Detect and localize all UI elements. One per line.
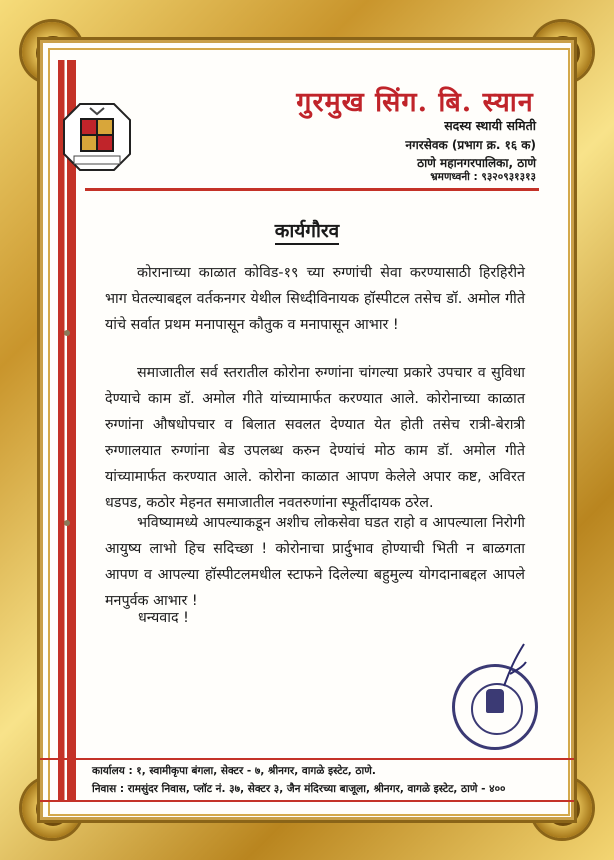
paragraph-3: भविष्यामध्ये आपल्याकडून अशीच लोकसेवा घडत राहो व आपल्याला निरोगी आयुष्य लाभो हिच सदिच्छा ! कोरोनाचा प्रार्दुभाव होण्याची भिती न बाळगता आपण व आपल्या हॉस्पीटलमधील स्टाफने दिलेल्या बहुमुल्य योगदानाबद्दल आपले मनपुर्वक आभार !	[105, 515, 525, 609]
heading-text: कार्यगौरव	[275, 220, 340, 245]
office-address: कार्यालय : १, स्वामीकृपा बंगला, सेक्टर - ७, श्रीनगर, वागळे इस्टेट, ठाणे.	[92, 765, 376, 777]
paragraph-2: समाजातील सर्व स्तरातील कोरोना रुग्णांना चांगल्या प्रकारे उपचार व सुविधा देण्याचे काम डॉ. अमोल गीते यांच्यामार्फत करण्यात आले. कोरोनाच्या काळात रुग्णांना औषधोपचार व बिलात सवलत देण्यात येत होती तसेच रात्री-बेरात्री रुग्णालयात रुग्णांना बेड उपलब्ध करुन देण्यांचं मोठ काम डॉ. अमोल गीते यांच्यामार्फत करण्यात आले. कोरोना काळात आपण केलेले अपार कष्ट, अविरत धडपड, कठोर मेहनत समाजातील नवतरुणांना स्फूर्तीदायक ठरेल.	[105, 365, 525, 511]
punch-hole	[64, 520, 70, 526]
closing-thanks: धन्यवाद !	[138, 610, 189, 626]
footer-divider	[40, 758, 574, 760]
sender-corporation: ठाणे महानगरपालिका, ठाणे	[417, 156, 536, 170]
sender-designation: सदस्य स्थायी समिती	[444, 118, 536, 133]
residence-address: निवास : रामसुंदर निवास, प्लॉट नं. ३७, सेक्टर ३, जैन मंदिरच्या बाजूला, श्रीनगर, वागळे इस्टेट, ठाणे - ४००	[92, 783, 506, 795]
sender-post: नगरसेवक (प्रभाग क्र. १६ क)	[405, 138, 536, 152]
signature-icon	[500, 640, 530, 690]
paragraph-1: कोरानाच्या काळात कोविड-१९ च्या रुग्णांची सेवा करण्यासाठी हिरहिरीने भाग घेतल्याबद्दल वर्तकनगर येथील सिध्दीविनायक हॉस्पीटल तसेच डॉ. अमोल गीते यांचे सर्वात प्रथम मनापासून कौतुक व मनापासून आभार !	[105, 265, 525, 333]
header-divider	[85, 188, 539, 191]
party-logo-icon	[60, 100, 134, 174]
punch-hole	[64, 330, 70, 336]
footer-bottom-divider	[40, 800, 574, 802]
document-heading	[0, 217, 614, 243]
stamp-emblem-icon	[486, 689, 504, 713]
sender-name: गुरमुख सिंग. बि. स्यान	[296, 87, 534, 118]
sender-mobile: भ्रमणध्वनी : ९३२०९३१३१३	[430, 171, 536, 183]
